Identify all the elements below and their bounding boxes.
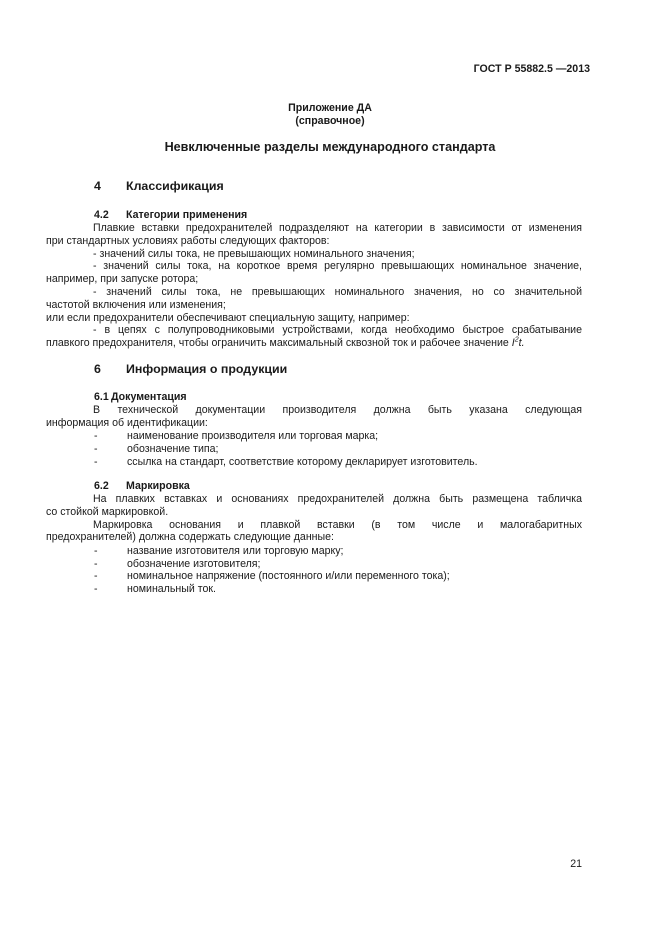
formula-sup: 2 <box>514 336 519 344</box>
paragraph-line: - значений силы тока, на короткое время регулярно превышающих номинальное значение, <box>93 260 582 273</box>
list-dash: - <box>94 583 98 595</box>
section-title: Классификация <box>126 179 224 193</box>
subsection-title: Категории применения <box>126 209 248 221</box>
annex-title: Невключенные разделы международного стандарта <box>164 140 496 154</box>
list-item-text: название изготовителя или торговую марку; <box>127 545 344 557</box>
paragraph-line: На плавких вставках и основаниях предохранителей должна быть размещена табличка <box>93 493 582 505</box>
list-dash: - <box>94 456 98 468</box>
list-dash: - <box>94 558 98 570</box>
list-item-text: номинальное напряжение (постоянного и/или переменного тока); <box>127 570 450 582</box>
paragraph-line: или если предохранители обеспечивают специальную защиту, например: <box>46 311 410 324</box>
paragraph-line: например, при запуске ротора; <box>46 273 199 286</box>
formula-base: I <box>511 337 515 350</box>
paragraph-line: Плавкие вставки предохранителей подразделяют на категории в зависимости от изменения <box>93 222 582 234</box>
paragraph-line: плавкого предохранителя, чтобы ограничить максимальный сквозной ток и рабочее значение <box>46 337 509 350</box>
paragraph-line: частотой включения или изменения; <box>46 298 226 311</box>
paragraph-line: со стойкой маркировкой. <box>46 505 169 518</box>
paragraph-line: - значений силы тока, не превышающих номинального значения, но со значительной <box>93 285 582 298</box>
section-title: Информация о продукции <box>126 362 288 376</box>
paragraph-line: при стандартных условиях работы следующих факторов: <box>46 234 330 247</box>
formula-tail: t. <box>518 337 525 350</box>
subsection-title: Маркировка <box>126 480 190 492</box>
subsection-number: 6.2 <box>94 480 109 492</box>
formula <box>512 337 525 349</box>
paragraph-line: информация об идентификации: <box>46 416 208 429</box>
list-dash: - <box>94 570 98 582</box>
subsection-number: 4.2 <box>94 209 109 221</box>
section-number: 4 <box>94 179 101 193</box>
list-item-text: обозначение типа; <box>127 443 219 455</box>
subsection-number: 6.1 <box>94 391 109 403</box>
section-number: 6 <box>94 362 101 376</box>
paragraph-line: - значений силы тока, не превышающих номинального значения; <box>93 247 415 260</box>
list-item-text: номинальный ток. <box>127 583 216 595</box>
annex-kind: (справочное) <box>295 115 365 127</box>
paragraph-line-formula <box>46 337 582 350</box>
standard-code: ГОСТ Р 55882.5 —2013 <box>473 63 590 75</box>
paragraph-line: Маркировка основания и плавкой вставки (в том числе и малогабаритных <box>93 518 582 531</box>
list-item-text: наименование производителя или торговая марка; <box>127 430 379 442</box>
list-item-text: ссылка на стандарт, соответствие которому декларирует изготовитель. <box>127 456 478 468</box>
list-dash: - <box>94 545 98 557</box>
section-6-1-text <box>46 404 582 430</box>
list-item-text: обозначение изготовителя; <box>127 558 261 570</box>
list-dash: - <box>94 443 98 455</box>
section-4-2-text <box>46 222 582 350</box>
paragraph-line: - в цепях с полупроводниковыми устройствами, когда необходимо быстрое срабатывание <box>93 324 582 337</box>
list-dash: - <box>94 430 98 442</box>
annex-heading <box>200 102 460 128</box>
page-number: 21 <box>570 858 582 870</box>
paragraph-line: В технической документации производителя должна быть указана следующая <box>93 404 582 416</box>
section-6-2-text <box>46 493 582 544</box>
subsection-title: Документация <box>111 391 187 403</box>
paragraph-line: предохранителей) должна содержать следующие данные: <box>46 531 334 544</box>
annex-label: Приложение ДА <box>288 102 372 114</box>
